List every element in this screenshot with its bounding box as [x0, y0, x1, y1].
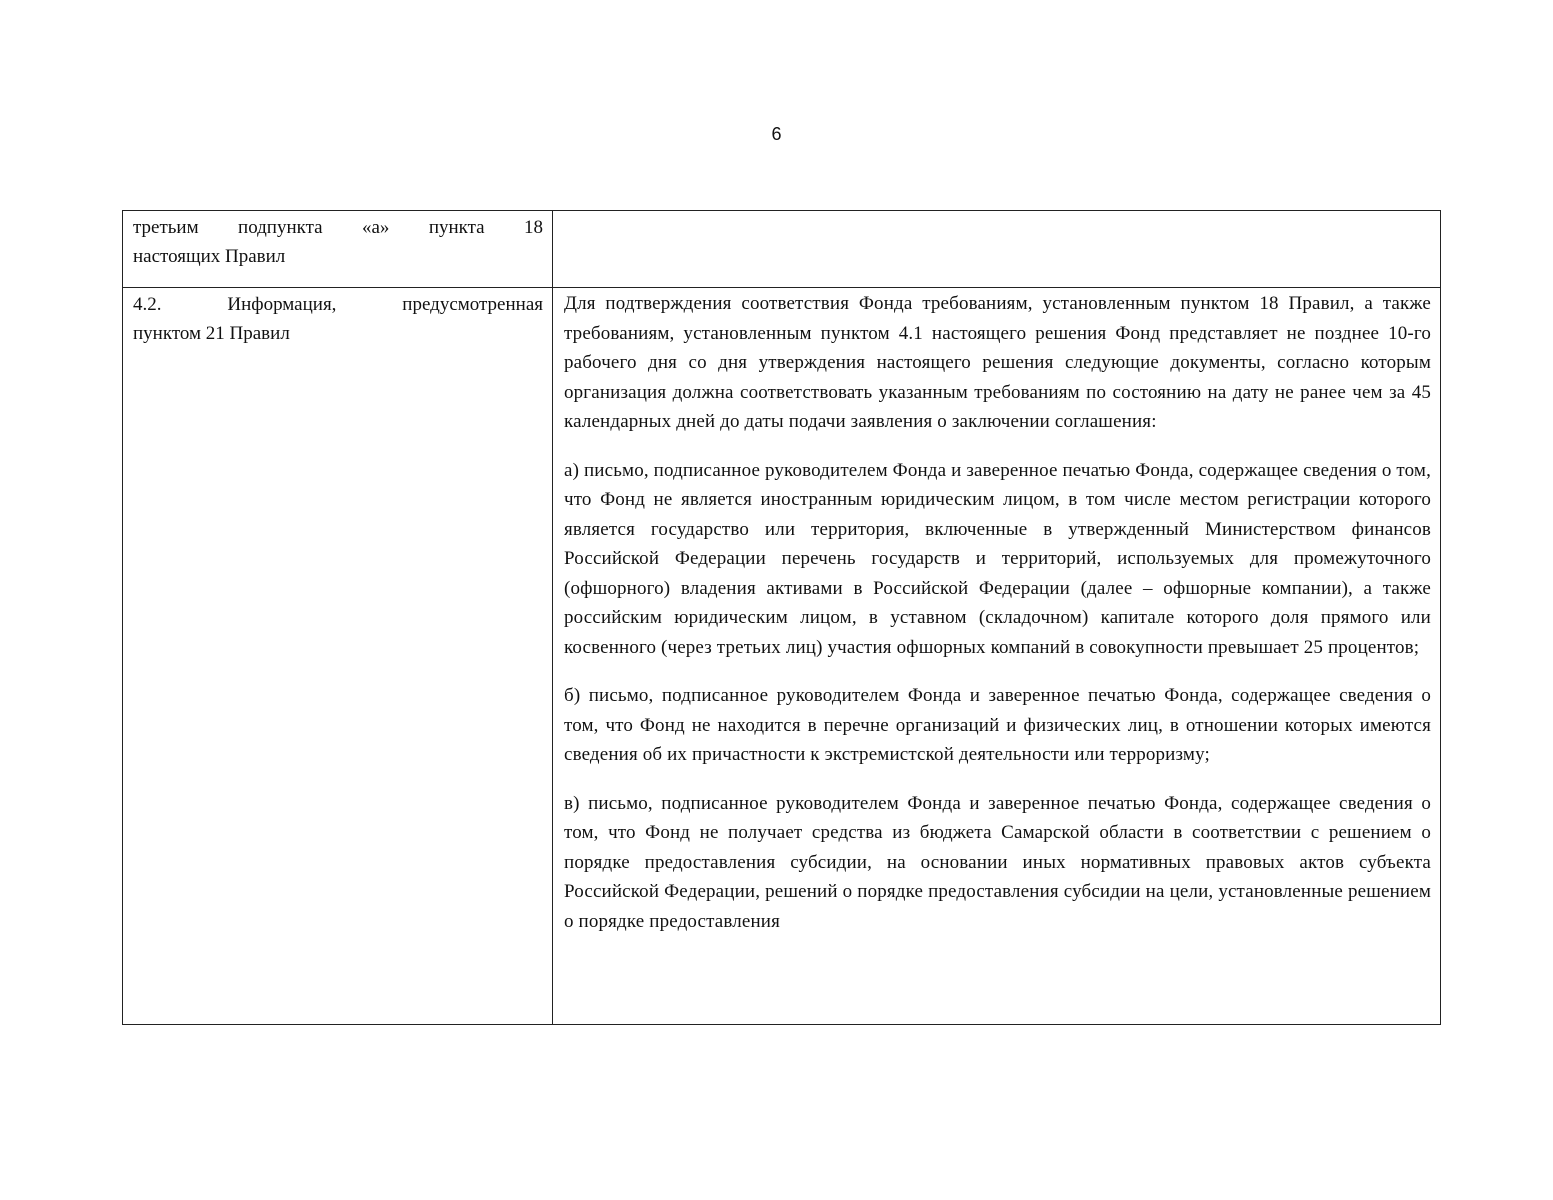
page-number: 6	[771, 124, 782, 144]
left-cell-line: пунктом 21 Правил	[133, 323, 290, 344]
requirements-table	[122, 210, 1441, 1025]
item-v-paragraph: в) письмо, подписанное руководителем Фонда и заверенное печатью Фонда, содержащее сведения о том, что Фонд не получает средства из бюджета Самарской области в соответствии с решением о порядке предоставления субсидии, на основании иных нормативных правовых актов субъекта Российской Федерации, решений о порядке предоставления субсидии на цели, установленные решением о порядке предоставления	[564, 792, 1431, 932]
right-cell	[564, 289, 1431, 955]
left-cell-line: настоящих Правил	[133, 246, 286, 267]
item-b-paragraph: б) письмо, подписанное руководителем Фонда и заверенное печатью Фонда, содержащее сведения о том, что Фонд не находится в перечне организаций и физических лиц, в отношении которых имеются сведения об их причастности к экстремистской деятельности или терроризму;	[564, 685, 1431, 765]
left-cell	[133, 290, 543, 348]
table-row	[123, 288, 1440, 1024]
left-cell-line: третьим подпункта «а» пункта 18	[133, 217, 543, 238]
table-row	[123, 211, 1440, 288]
intro-paragraph: Для подтверждения соответствия Фонда требованиям, установленным пунктом 18 Правил, а также требованиям, установленным пунктом 4.1 настоящего решения Фонд представляет не позднее 10-го рабочего дня со дня утверждения настоящего решения следующие документы, согласно которым организация должна соответствовать указанным требованиям по состоянию на дату не ранее чем за 45 календарных дней до даты подачи заявления о заключении соглашения:	[564, 293, 1431, 432]
left-cell-line: 4.2. Информация, предусмотренная	[133, 294, 543, 315]
left-cell	[133, 213, 543, 271]
item-a-paragraph: а) письмо, подписанное руководителем Фонда и заверенное печатью Фонда, содержащее сведения о том, что Фонд не является иностранным юридическим лицом, в том числе местом регистрации которого является государство или территория, включенные в утвержденный Министерством финансов Российской Федерации перечень государств и территорий, используемых для промежуточного (офшорного) владения активами в Российской Федерации (далее – офшорные компании), а также российским юридическим лицом, в уставном (складочном) капитале которого доля прямого или косвенного (через третьих лиц) участия офшорных компаний в совокупности превышает 25 процентов;	[564, 459, 1431, 658]
